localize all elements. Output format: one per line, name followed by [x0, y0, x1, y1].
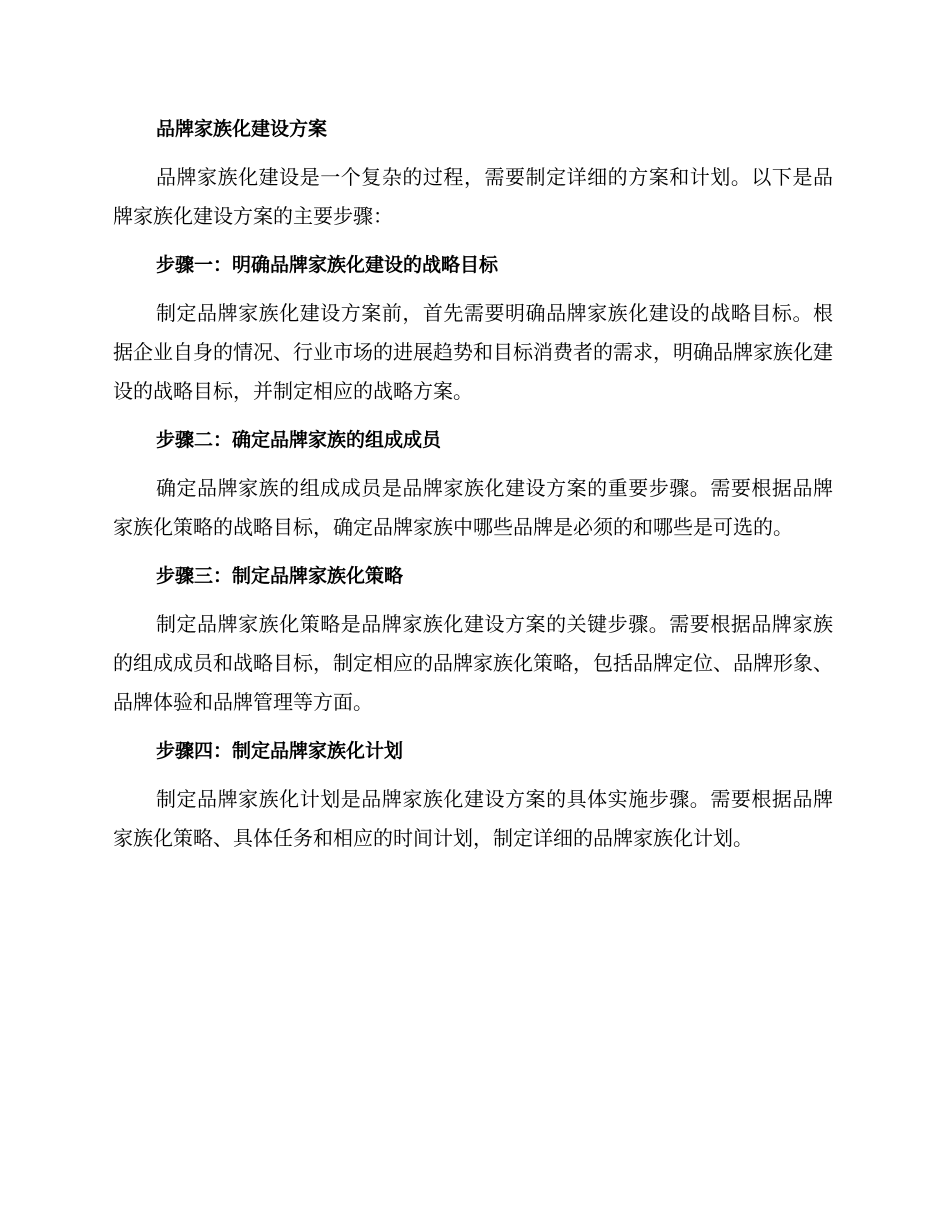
step-heading: 步骤二：确定品牌家族的组成成员	[156, 429, 442, 451]
step-section-4	[113, 732, 833, 858]
intro-paragraph: 品牌家族化建设是一个复杂的过程，需要制定详细的方案和计划。以下是品牌家族化建设方案的主要步骤：	[113, 165, 833, 228]
step-heading: 步骤四：制定品牌家族化计划	[156, 740, 404, 762]
step-paragraph: 确定品牌家族的组成成员是品牌家族化建设方案的重要步骤。需要根据品牌家族化策略的战略目标，确定品牌家族中哪些品牌是必须的和哪些是可选的。	[113, 476, 833, 539]
document-title: 品牌家族化建设方案	[156, 118, 328, 140]
step-heading: 步骤三：制定品牌家族化策略	[156, 565, 404, 587]
step-paragraph: 制定品牌家族化策略是品牌家族化建设方案的关键步骤。需要根据品牌家族的组成成员和战略目标，制定相应的品牌家族化策略，包括品牌定位、品牌形象、品牌体验和品牌管理等方面。	[113, 612, 833, 714]
step-section-2	[113, 421, 833, 547]
step-heading: 步骤一：明确品牌家族化建设的战略目标	[156, 254, 499, 276]
step-paragraph: 制定品牌家族化计划是品牌家族化建设方案的具体实施步骤。需要根据品牌家族化策略、具体任务和相应的时间计划，制定详细的品牌家族化计划。	[113, 787, 833, 850]
step-paragraph: 制定品牌家族化建设方案前，首先需要明确品牌家族化建设的战略目标。根据企业自身的情况、行业市场的进展趋势和目标消费者的需求，明确品牌家族化建设的战略目标，并制定相应的战略方案。	[113, 301, 833, 403]
step-section-1	[113, 246, 833, 411]
document-page	[113, 110, 833, 868]
step-section-3	[113, 557, 833, 722]
